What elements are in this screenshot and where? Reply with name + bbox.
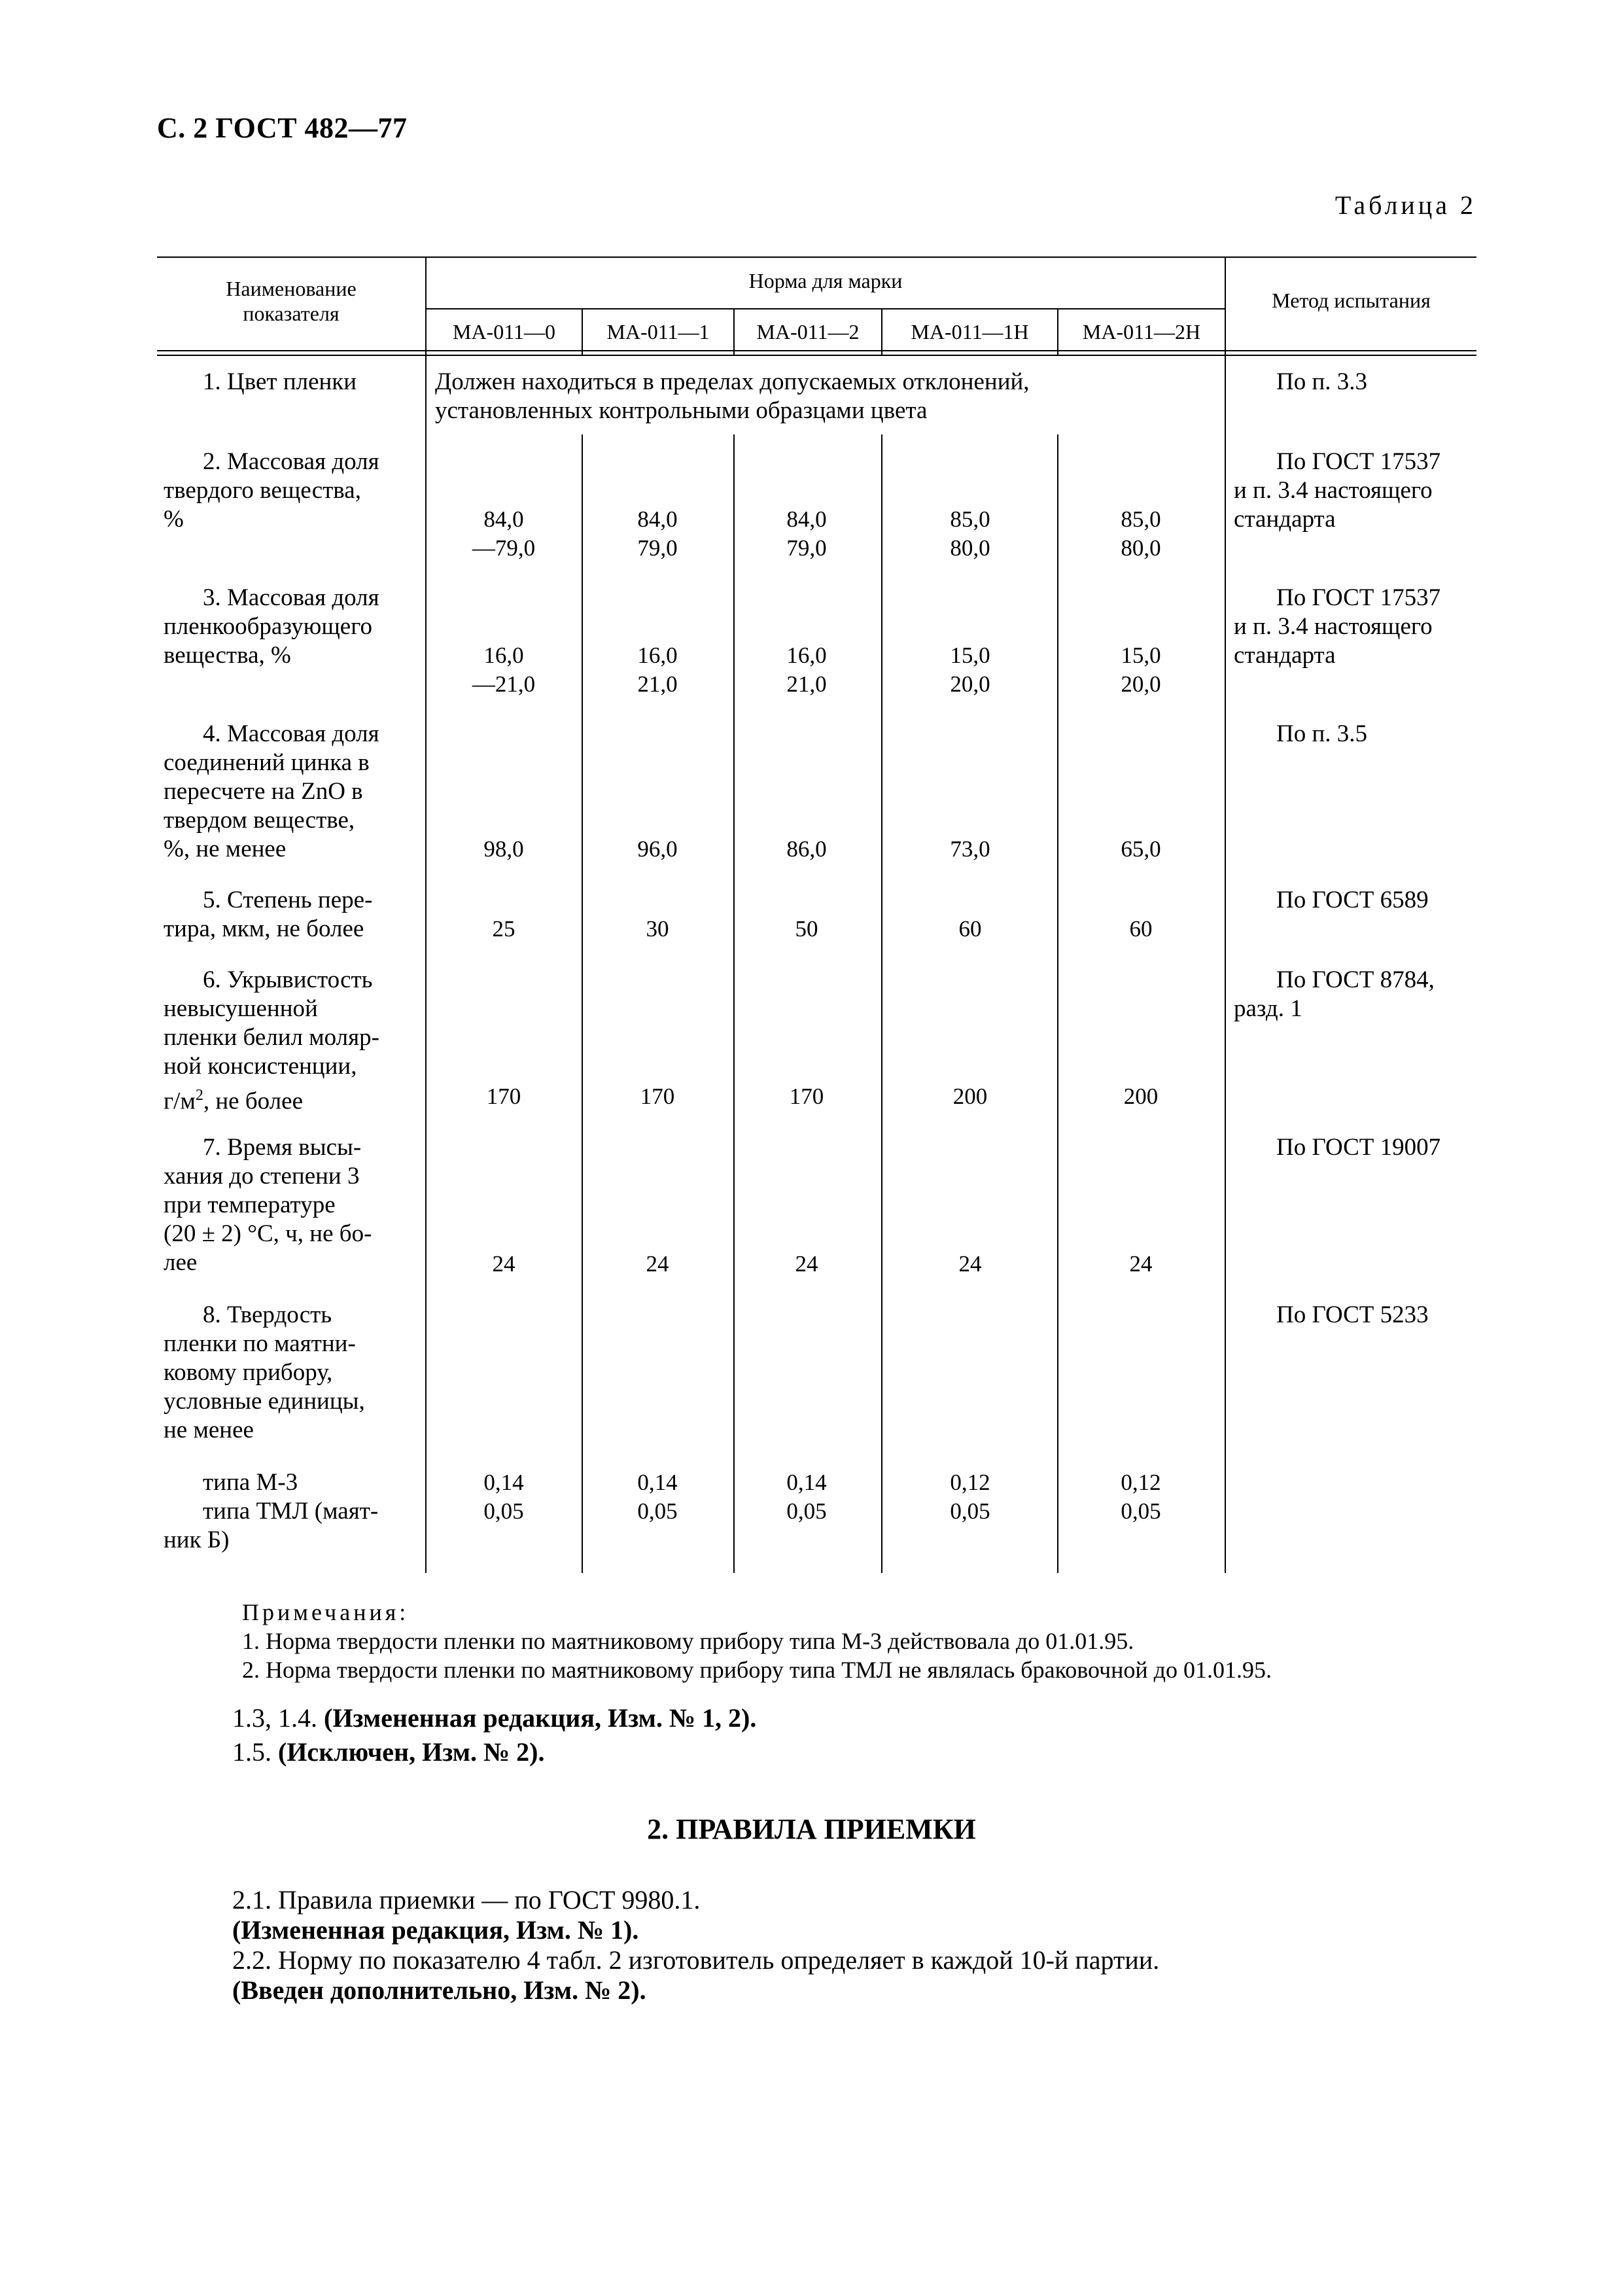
amendment-text: (Исключен, Изм. № 2). (278, 1737, 545, 1767)
properties-table (157, 256, 1476, 1573)
row4-name-line-3: пересчете на ZnO в (164, 778, 363, 805)
row7-name-line-4: (20 ± 2) °С, ч, не бо- (164, 1220, 372, 1247)
row9-name (164, 1468, 412, 1555)
row2-name-line-2: твердого вещества, (164, 477, 361, 504)
row5-val-1: 25 (492, 916, 515, 942)
row7-val-5: 24 (1129, 1251, 1153, 1277)
section-amendment-1: (Измененная редакция, Изм. № 1). (232, 1915, 639, 1945)
row2-method-line-3: стандарта (1234, 506, 1336, 533)
row8-name-line-3: ковому прибору, (164, 1359, 333, 1386)
head-grade-4: МА-011—1Н (911, 320, 1029, 344)
section-paragraph-1: 2.1. Правила приемки — по ГОСТ 9980.1. (232, 1885, 701, 1915)
row6-name-line-3: пленки белил моляр- (164, 1024, 379, 1051)
row8-name-line-5: не менее (164, 1417, 254, 1443)
header-bottom-rule-2 (157, 355, 1476, 356)
row1-method-line: По п. 3.3 (1276, 368, 1368, 395)
section-amendment-2: (Введен дополнительно, Изм. № 2). (232, 1975, 646, 2005)
table-caption: Таблица 2 (1335, 190, 1476, 220)
row2-method (1234, 448, 1469, 534)
row4-val-1: 98,0 (483, 836, 524, 862)
row5-name (164, 886, 412, 944)
row6-name (164, 966, 412, 1116)
head-grade-2: МА-011—1 (606, 320, 710, 344)
notes-title: Примечания: (242, 1599, 410, 1625)
row3-method-line-3: стандарта (1234, 642, 1336, 669)
row3-val-3 (735, 641, 879, 699)
head-grade-3: МА-011—2 (756, 320, 860, 344)
table-top-rule (157, 256, 1476, 258)
head-indicator-line-2: показателя (243, 302, 340, 325)
row9-val-5 (1069, 1468, 1213, 1526)
row3-method-line-1: По ГОСТ 17537 (1276, 584, 1441, 611)
row6-val-4: 200 (952, 1084, 988, 1109)
head-method: Метод испытания (1272, 289, 1431, 312)
grade-header-rule (427, 308, 1225, 309)
grade-sep-4 (1057, 434, 1058, 1573)
row2-method-line-2: и п. 3.4 настоящего (1234, 477, 1433, 504)
row2-val-1-a: 84,0 (483, 506, 524, 532)
row9-val-5-b: 0,05 (1121, 1498, 1161, 1524)
row2-val-1 (432, 505, 576, 563)
row6-val-5: 200 (1123, 1084, 1159, 1109)
row9-val-4-a: 0,12 (950, 1470, 990, 1495)
row3-val-5 (1069, 641, 1213, 699)
row2-val-2-a: 84,0 (637, 506, 678, 532)
row6-val-2: 170 (640, 1084, 675, 1109)
row6-method-line-2: разд. 1 (1234, 995, 1302, 1022)
row1-name-line: 1. Цвет пленки (203, 368, 357, 395)
row2-val-4-b: 80,0 (950, 535, 990, 561)
row4-val-5: 65,0 (1121, 836, 1161, 862)
row4-val-2: 96,0 (637, 836, 678, 862)
row9-val-1-b: 0,05 (483, 1498, 524, 1524)
row3-val-5-b: 20,0 (1121, 671, 1161, 697)
row5-val-4: 60 (958, 916, 982, 942)
row2-val-3-a: 84,0 (786, 506, 827, 532)
row6-unit: г/м (164, 1087, 196, 1115)
grade-sep-3 (881, 434, 882, 1573)
amendment-label: 1.5. (232, 1737, 278, 1767)
row7-name-line-1: 7. Время высы- (203, 1134, 362, 1161)
row4-val-3: 86,0 (786, 836, 827, 862)
row7-val-1: 24 (492, 1251, 515, 1277)
row5-method-line: По ГОСТ 6589 (1276, 887, 1429, 913)
row2-val-3-b: 79,0 (786, 535, 827, 561)
row9-val-2-b: 0,05 (637, 1498, 678, 1524)
row6-name-line-2: невысушенной (164, 995, 318, 1022)
row4-method-line: По п. 3.5 (1276, 720, 1368, 747)
row3-val-2 (585, 641, 729, 699)
amendment-text: (Измененная редакция, Изм. № 1, 2). (324, 1703, 757, 1733)
row6-method (1234, 966, 1469, 1023)
row6-name-line-5 (164, 1081, 412, 1116)
row6-name-line-4: ной консистенции, (164, 1053, 357, 1080)
row3-val-4-a: 15,0 (950, 643, 990, 668)
row2-val-2 (585, 505, 729, 563)
head-norm: Норма для марки (748, 269, 903, 292)
row4-name-line-2: соединений цинка в (164, 749, 370, 776)
row2-name-line-3: % (164, 506, 184, 533)
amendment-line (232, 1703, 756, 1734)
row9-val-5-a: 0,12 (1121, 1470, 1161, 1495)
row7-method-line: По ГОСТ 19007 (1276, 1134, 1441, 1161)
col-sep-name (425, 256, 427, 1573)
row9-name-line-2: типа ТМЛ (маят- (203, 1498, 379, 1525)
row6-unit-sup: 2 (195, 1087, 203, 1104)
row3-method-line-2: и п. 3.4 настоящего (1234, 613, 1433, 640)
row9-val-2 (585, 1468, 729, 1526)
row4-name-line-5: %, не менее (164, 836, 287, 862)
row9-name-line-3: ник Б) (164, 1527, 230, 1553)
row6-val-3: 170 (789, 1084, 824, 1109)
row2-name-line-1: 2. Массовая доля (203, 448, 379, 475)
row5-name-line-1: 5. Степень пере- (203, 887, 373, 913)
row2-val-4 (898, 505, 1042, 563)
row7-method (1234, 1133, 1469, 1162)
row2-val-3 (735, 505, 879, 563)
row9-val-1 (432, 1468, 576, 1526)
row2-val-5-b: 80,0 (1121, 535, 1161, 561)
row1-span-line-2: установленных контрольными образцами цвета (435, 397, 928, 424)
row7-name-line-3: при температуре (164, 1192, 336, 1218)
header-bottom-rule (157, 350, 1476, 351)
row2-val-4-a: 85,0 (950, 506, 990, 532)
row3-val-5-a: 15,0 (1121, 643, 1161, 668)
row6-method-line-1: По ГОСТ 8784, (1276, 966, 1435, 993)
row4-name (164, 720, 412, 864)
note-item: 1. Норма твердости пленки по маятниковому прибору типа М-3 действовала до 01.01.95. (242, 1628, 1134, 1654)
row7-val-2: 24 (646, 1251, 669, 1277)
row1-span-line-1: Должен находиться в пределах допускаемых отклонений, (435, 368, 1030, 395)
row3-val-3-a: 16,0 (786, 643, 827, 668)
row8-name-line-4: условные единицы, (164, 1388, 365, 1415)
row3-val-2-a: 16,0 (637, 643, 678, 668)
row2-name (164, 448, 412, 534)
amendment-label: 1.3, 1.4. (232, 1703, 324, 1733)
row3-name-line-2: пленкообразующего (164, 613, 372, 640)
row6-val-1: 170 (486, 1084, 521, 1109)
row4-name-line-1: 4. Массовая доля (203, 720, 379, 747)
row2-val-1-b: —79,0 (472, 535, 536, 561)
row2-val-5 (1069, 505, 1213, 563)
row8-method-line: По ГОСТ 5233 (1276, 1301, 1429, 1328)
row8-name-line-1: 8. Твердость (203, 1301, 332, 1328)
row3-val-1-b: —21,0 (472, 671, 536, 697)
row9-val-4-b: 0,05 (950, 1498, 990, 1524)
row8-method (1234, 1301, 1469, 1330)
row9-name-line-1: типа М-3 (203, 1469, 298, 1496)
row9-val-3 (735, 1468, 879, 1526)
row2-method-line-1: По ГОСТ 17537 (1276, 448, 1441, 475)
row3-val-2-b: 21,0 (637, 671, 678, 697)
row9-val-3-b: 0,05 (786, 1498, 827, 1524)
row3-val-1 (432, 641, 576, 699)
head-indicator (157, 276, 425, 326)
row2-val-2-b: 79,0 (637, 535, 678, 561)
row7-name-line-2: хания до степени 3 (164, 1163, 360, 1190)
note-item: 2. Норма твердости пленки по маятниковому прибору типа ТМЛ не являлась браковочной до 01.01.95. (242, 1657, 1272, 1683)
row3-name (164, 584, 412, 670)
row5-val-5: 60 (1129, 916, 1153, 942)
row9-val-3-a: 0,14 (786, 1470, 827, 1495)
head-grade-1: МА-011—0 (452, 320, 556, 344)
row8-name-line-2: пленки по маятни- (164, 1330, 356, 1357)
row5-val-2: 30 (646, 916, 669, 942)
section-paragraph-2: 2.2. Норму по показателю 4 табл. 2 изготовитель определяет в каждой 10-й партии. (232, 1945, 1160, 1975)
row1-span-text (435, 368, 1217, 425)
row4-name-line-4: твердом веществе, (164, 807, 355, 834)
row3-val-4 (898, 641, 1042, 699)
row3-method (1234, 584, 1469, 670)
row1-name (157, 368, 413, 397)
row6-unit-tail: , не более (203, 1087, 303, 1115)
col-sep-method (1225, 256, 1226, 1573)
row4-method (1234, 720, 1469, 749)
row8-name (164, 1301, 412, 1445)
section-title: 2. ПРАВИЛА ПРИЕМКИ (647, 1813, 976, 1845)
amendment-line (232, 1737, 544, 1768)
row6-name-line-1: 6. Укрывистость (203, 966, 373, 993)
row9-val-1-a: 0,14 (483, 1470, 524, 1495)
row5-name-line-2: тира, мкм, не более (164, 915, 364, 942)
row7-val-4: 24 (958, 1251, 982, 1277)
row3-name-line-3: вещества, % (164, 642, 291, 669)
row2-val-5-a: 85,0 (1121, 506, 1161, 532)
head-grade-5: МА-011—2Н (1082, 320, 1201, 344)
page-header: С. 2 ГОСТ 482—77 (157, 112, 408, 144)
row3-val-4-b: 20,0 (950, 671, 990, 697)
row3-name-line-1: 3. Массовая доля (203, 584, 379, 611)
row3-val-3-b: 21,0 (786, 671, 827, 697)
table-notes (242, 1598, 1272, 1684)
grade-sep-2 (733, 434, 735, 1573)
row9-val-2-a: 0,14 (637, 1470, 678, 1495)
row7-name-line-5: лее (164, 1249, 198, 1276)
row7-val-3: 24 (795, 1251, 818, 1277)
row7-name (164, 1133, 412, 1277)
row4-val-4: 73,0 (950, 836, 990, 862)
row3-val-1-a: 16,0 (483, 643, 524, 668)
row9-val-4 (898, 1468, 1042, 1526)
row5-val-3: 50 (795, 916, 818, 942)
row5-method (1234, 886, 1469, 915)
grade-sep-1 (582, 434, 583, 1573)
head-indicator-line-1: Наименование (226, 277, 357, 300)
row1-method (1234, 368, 1469, 397)
